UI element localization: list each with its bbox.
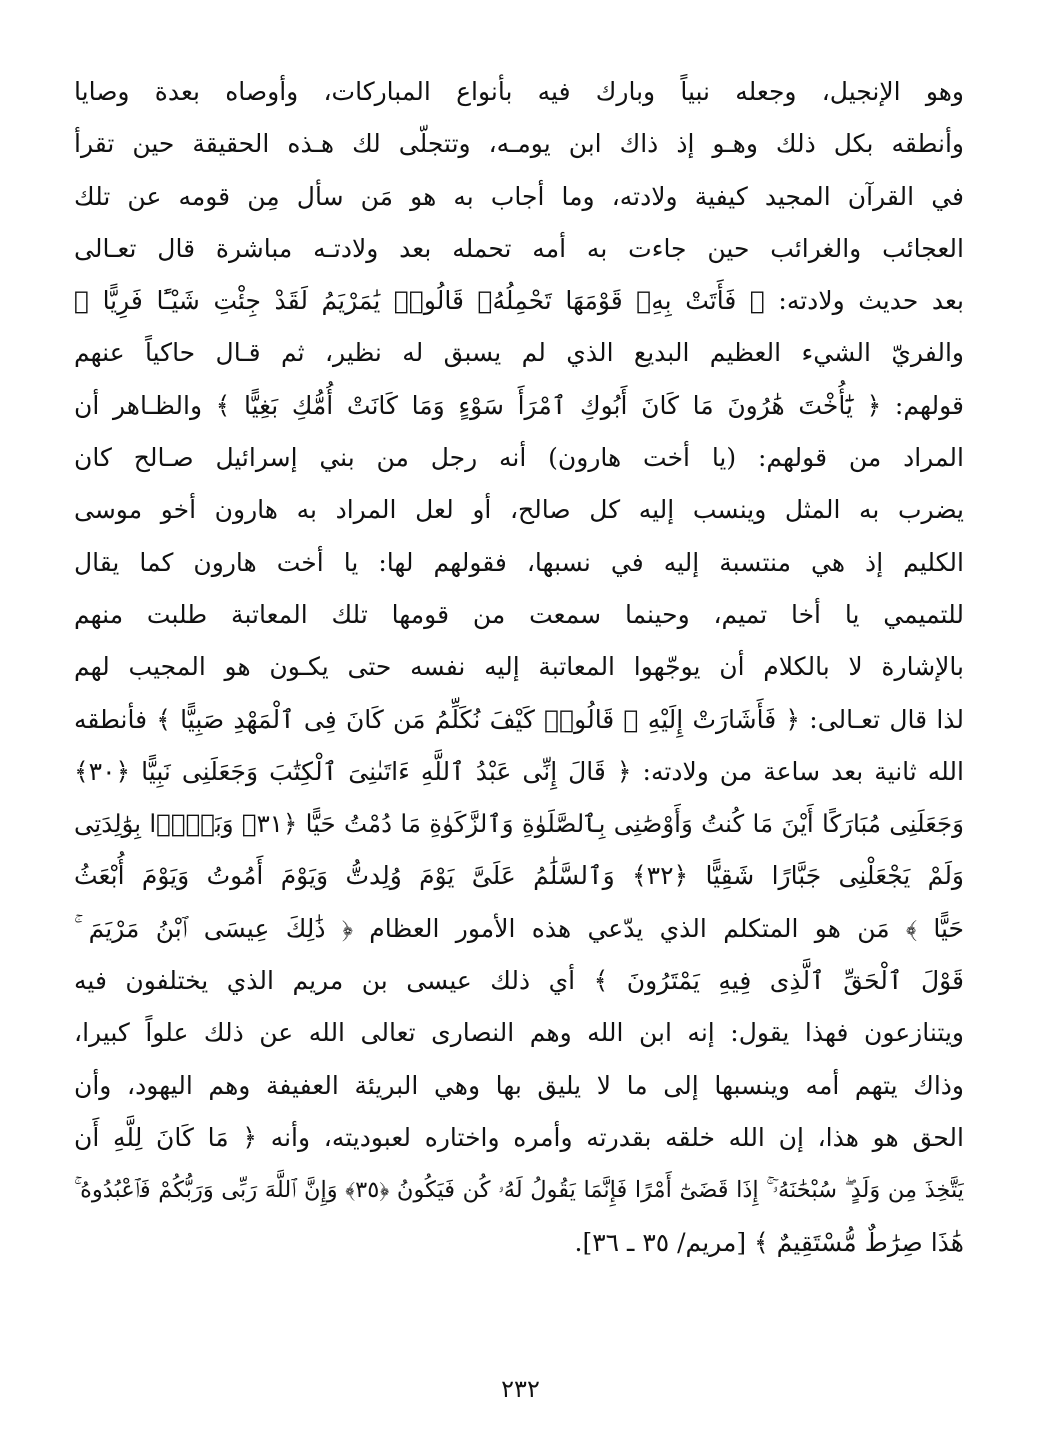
text-line-2: وأنطقه بكل ذلك وهـو إذ ذاك ابن يومـه، وتتجلّى لك هـذه الحقيقة حين تقرأ <box>74 129 964 159</box>
text-line-1: وهو الإنجيل، وجعله نبياً وبارك فيه بأنواع المباركات، وأوصاه بعدة وصايا <box>74 77 964 106</box>
text-line-14: الله ثانية بعد ساعة من ولادته: ﴿ قَالَ إِنِّى عَبْدُ ٱللَّهِ ءَاتَىٰنِىَ ٱلْكِتَٰبَ وَجَعَلَنِى نَبِيًّا ﴿٣٠﴾ <box>74 756 964 786</box>
text-line-20: وذاك يتهم أمه وينسبها إلى ما لا يليق بها وهي البريئة العفيفة وهم اليهود، وأن <box>74 1070 964 1100</box>
page-number: ٢٣٢ <box>501 1375 540 1403</box>
text-line-21: الحق هو هذا، إن الله خلقه بقدرته وأمره واختاره لعبوديته، وأنه ﴿ مَا كَانَ لِلَّهِ أَن <box>74 1122 964 1152</box>
text-line-7: قولهم: ﴿ يَٰٓأُخْتَ هَٰرُونَ مَا كَانَ أَبُوكِ ٱمْرَأَ سَوْءٍ وَمَا كَانَتْ أُمُّكِ بَغِيًّا ﴾ والظـاهر أن <box>74 390 964 420</box>
text-line-23: هَٰذَا صِرَٰطٌ مُّسْتَقِيمٌ ﴾ [مريم/ ٣٥ ـ ٣٦]. <box>574 1227 964 1257</box>
text-line-8: المراد من قولهم: (يا أخت هارون) أنه رجل من بني إسرائيل صـالح كان <box>74 443 964 473</box>
text-line-17: حَيًّا ﴾ مَن هو المتكلم الذي يدّعي هذه الأمور العظام ﴿ ذَٰلِكَ عِيسَى ٱبْنُ مَرْيَمَ ۚ <box>74 913 964 943</box>
text-line-3: في القرآن المجيد كيفية ولادته، وما أجاب به هو مَن سأل مِن قومه عن تلك <box>74 181 964 211</box>
text-line-22: يَتَّخِذَ مِن وَلَدٍ ۖ سُبْحَٰنَهُۥٓ ۚ إِذَا قَضَىٰٓ أَمْرًا فَإِنَّمَا يَقُولُ لَهُۥ كُن فَيَكُونُ ﴿٣٥﴾ وَإِنَّ ٱللَّهَ رَبِّى وَرَبُّكُمْ فَٱعْبُدُوهُ ۚ <box>74 1177 964 1204</box>
text-line-12: بالإشارة لا بالكلام أن يوجّهوا المعاتبة إليه نفسه حتى يكـون هو المجيب لهم <box>74 652 964 682</box>
text-line-4: العجائب والغرائب حين جاءت به أمه تحمله بعد ولادتـه مباشرة قال تعـالى <box>74 233 964 263</box>
text-line-9: يضرب به المثل وينسب إليه كل صالح، أو لعل المراد به هارون أخو موسى <box>74 495 964 525</box>
text-line-13: لذا قال تعـالى: ﴿ فَأَشَارَتْ إِلَيْهِ ۖ قَالُوا۟ كَيْفَ نُكَلِّمُ مَن كَانَ فِى ٱلْمَهْدِ صَبِيًّا ﴾ فأنطقه <box>74 704 964 734</box>
text-line-6: والفريّ الشيء العظيم البديع الذي لم يسبق له نظير، ثم قـال حاكياً عنهم <box>74 338 964 368</box>
text-line-19: ويتنازعون فهذا يقول: إنه ابن الله وهم النصارى تعالى الله عن ذلك علواً كبيرا، <box>74 1018 964 1048</box>
text-line-15: وَجَعَلَنِى مُبَارَكًا أَيْنَ مَا كُنتُ وَأَوْصَٰنِى بِٱلصَّلَوٰةِ وَٱلزَّكَوٰةِ مَا دُمْتُ حَيًّا ﴿٣١﴾ وَبَرًّۢا بِوَٰلِدَتِى <box>74 809 964 839</box>
text-line-16: وَلَمْ يَجْعَلْنِى جَبَّارًا شَقِيًّا ﴿٣٢﴾ وَٱلسَّلَٰمُ عَلَىَّ يَوْمَ وُلِدتُّ وَيَوْمَ أَمُوتُ وَيَوْمَ أُبْعَثُ <box>74 861 964 891</box>
text-line-10: الكليم إذ هي منتسبة إليه في نسبها، فقولهم لها: يا أخت هارون كما يقال <box>74 547 964 577</box>
text-line-11: للتميمي يا أخا تميم، وحينما سمعت من قومها تلك المعاتبة طلبت منهم <box>74 599 964 629</box>
text-line-18: قَوْلَ ٱلْحَقِّ ٱلَّذِى فِيهِ يَمْتَرُونَ ﴾ أي ذلك عيسى بن مريم الذي يختلفون فيه <box>74 966 964 996</box>
body-text <box>74 66 964 1269</box>
text-line-5: بعد حديث ولادته: ﴿ فَأَتَتْ بِهِۦ قَوْمَهَا تَحْمِلُهُۥ قَالُوا۟ يَٰمَرْيَمُ لَقَدْ جِئْتِ شَيْـًٔا فَرِيًّا ﴾ <box>74 286 964 316</box>
